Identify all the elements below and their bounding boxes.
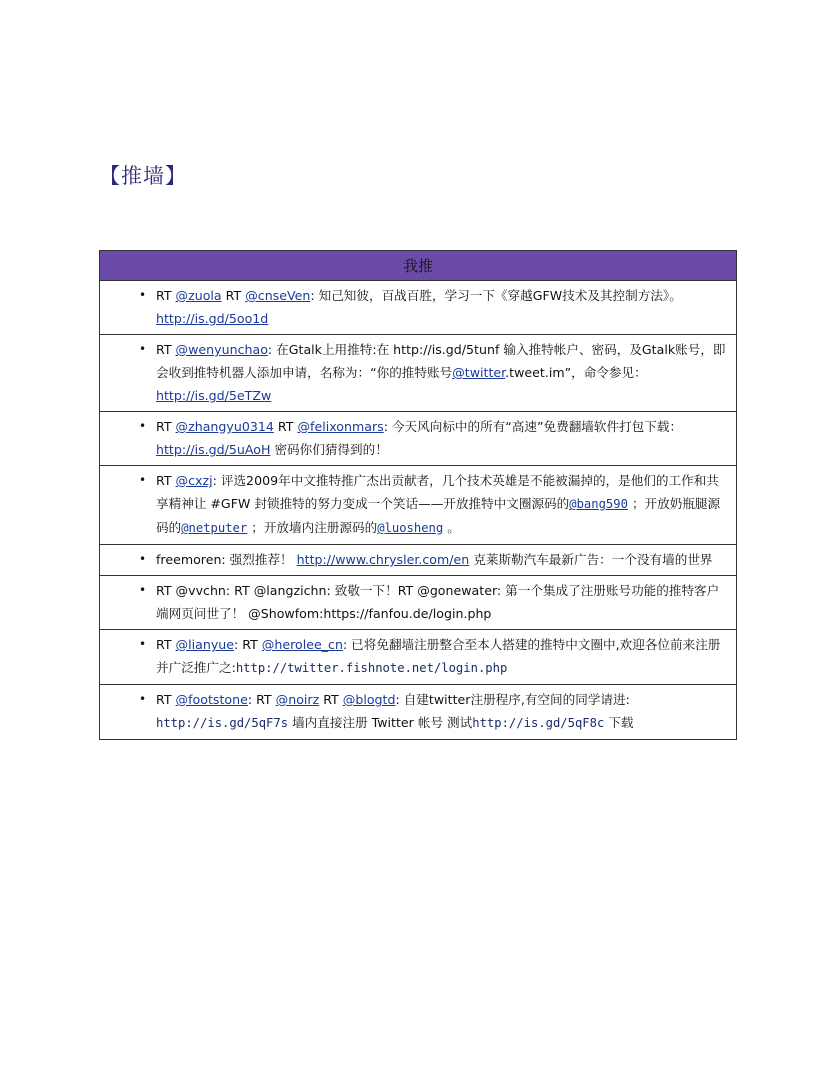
tweet-text bbox=[140, 633, 728, 680]
tweet-cell bbox=[100, 576, 737, 630]
tweet-list bbox=[100, 281, 737, 740]
table-row bbox=[100, 412, 737, 466]
tweet-text-segment: : 自建twitter注册程序,有空间的同学请进: bbox=[395, 692, 630, 707]
tweet-text bbox=[140, 548, 728, 571]
url-link[interactable]: http://is.gd/5oo1d bbox=[156, 311, 269, 326]
user-mention-link[interactable]: @blogtd bbox=[342, 692, 396, 707]
tweet-text-segment: ；开放墙内注册源码的 bbox=[247, 520, 378, 535]
bullet-icon: • bbox=[139, 473, 147, 487]
user-mention-link[interactable]: @cxzj bbox=[175, 473, 213, 488]
tweet-text-segment: : RT bbox=[234, 637, 262, 652]
tweet-text-segment: RT bbox=[156, 288, 176, 303]
tweet-text-segment: RT bbox=[156, 473, 176, 488]
user-mention-link[interactable]: @felixonmars bbox=[297, 419, 384, 434]
tweet-text-segment: http://is.gd/5qF8c bbox=[472, 716, 605, 730]
tweet-text-segment: ；开放奶瓶腿源码的 bbox=[156, 496, 721, 535]
tweet-text bbox=[140, 579, 728, 625]
tweet-table bbox=[99, 250, 737, 740]
user-mention-link[interactable]: @lianyue bbox=[175, 637, 235, 652]
tweet-text-segment: RT bbox=[156, 637, 176, 652]
user-mention-link[interactable]: @noirz bbox=[275, 692, 320, 707]
tweet-text-segment: : 今天风向标中的所有“高速”免费翻墙软件打包下载： bbox=[383, 419, 683, 434]
table-row bbox=[100, 335, 737, 412]
bullet-icon: • bbox=[139, 692, 147, 706]
tweet-text-segment: http://is.gd/5qF7s bbox=[156, 716, 289, 730]
bullet-icon: • bbox=[139, 552, 147, 566]
tweet-cell bbox=[100, 545, 737, 576]
tweet-text-segment: RT bbox=[156, 342, 176, 357]
tweet-cell bbox=[100, 466, 737, 545]
tweet-text-segment: : 在Gtalk上用推特:在 http://is.gd/5tunf 输入推特帐户、密码，及Gtalk账号，即会收到推特机器人添加申请，名称为：“你的推特账号 bbox=[156, 342, 726, 380]
user-mention-link[interactable]: @bang590 bbox=[569, 497, 628, 511]
table-row bbox=[100, 466, 737, 545]
tweet-cell bbox=[100, 412, 737, 466]
table-row bbox=[100, 685, 737, 740]
tweet-text-segment: .tweet.im”，命令参见： bbox=[505, 365, 647, 380]
user-mention-link[interactable]: @herolee_cn bbox=[261, 637, 343, 652]
tweet-text-segment: RT bbox=[221, 288, 246, 303]
user-mention-link[interactable]: @netputer bbox=[181, 521, 248, 535]
bullet-icon: • bbox=[139, 583, 147, 597]
tweet-text-segment: 克莱斯勒汽车最新广告：一个没有墙的世界 bbox=[469, 552, 713, 567]
bullet-icon: • bbox=[139, 637, 147, 651]
tweet-text-segment: 。 bbox=[443, 520, 460, 535]
tweet-text-segment: http://twitter.fishnote.net/login.php bbox=[235, 661, 508, 675]
tweet-text-segment: RT @vvchn: RT @langzichn: 致敬一下！RT @gonewater: 第一个集成了注册账号功能的推特客户端网页问世了！ @Showfom:https://fanfou.de/login.php bbox=[156, 583, 720, 621]
user-mention-link[interactable]: @zhangyu0314 bbox=[175, 419, 274, 434]
tweet-text bbox=[140, 688, 728, 735]
url-link[interactable]: http://is.gd/5uAoH bbox=[156, 442, 271, 457]
tweet-text-segment: : RT bbox=[247, 692, 276, 707]
tweet-text-segment: RT bbox=[156, 419, 176, 434]
table-row bbox=[100, 281, 737, 335]
user-mention-link[interactable]: @wenyunchao bbox=[175, 342, 268, 357]
table-row bbox=[100, 630, 737, 685]
tweet-text bbox=[140, 338, 728, 407]
user-mention-link[interactable]: @luosheng bbox=[377, 521, 444, 535]
tweet-text-segment: RT bbox=[156, 692, 176, 707]
tweet-text-segment: 密码你们猜得到的！ bbox=[270, 442, 388, 457]
tweet-text-segment: 下载 bbox=[604, 715, 634, 730]
bullet-icon: • bbox=[139, 342, 147, 356]
tweet-text-segment: : 知己知彼，百战百胜，学习一下《穿越GFW技术及其控制方法》。 bbox=[310, 288, 682, 303]
tweet-text bbox=[140, 469, 728, 540]
tweet-text bbox=[140, 284, 728, 330]
tweet-cell bbox=[100, 630, 737, 685]
tweet-text-segment: freemoren: 强烈推荐！ bbox=[156, 552, 297, 567]
user-mention-link[interactable]: @twitter bbox=[452, 365, 506, 380]
tweet-text-segment: : 评选2009年中文推特推广杰出贡献者，几个技术英雄是不能被漏掉的，是他们的工作和共享精神让 #GFW 封锁推特的努力变成一个笑话——开放推特中文圈源码的 bbox=[156, 473, 719, 511]
tweet-text-segment: RT bbox=[273, 419, 298, 434]
tweet-cell bbox=[100, 335, 737, 412]
user-mention-link[interactable]: @zuola bbox=[175, 288, 222, 303]
table-row bbox=[100, 576, 737, 630]
bullet-icon: • bbox=[139, 288, 147, 302]
table-header: 我推 bbox=[100, 251, 737, 281]
tweet-text-segment: RT bbox=[319, 692, 343, 707]
url-link[interactable]: http://is.gd/5eTZw bbox=[156, 388, 272, 403]
tweet-cell bbox=[100, 685, 737, 740]
tweet-text-segment: 墙内直接注册 Twitter 帐号 测试 bbox=[288, 715, 473, 730]
user-mention-link[interactable]: @cnseVen bbox=[245, 288, 311, 303]
section-heading: 【推墙】 bbox=[99, 164, 187, 188]
user-mention-link[interactable]: @footstone bbox=[175, 692, 248, 707]
tweet-text bbox=[140, 415, 728, 461]
tweet-text-segment: : 已将免翻墙注册整合至本人搭建的推特中文圈中,欢迎各位前来注册并广泛推广之: bbox=[156, 637, 721, 675]
tweet-cell bbox=[100, 281, 737, 335]
url-link[interactable]: http://www.chrysler.com/en bbox=[296, 552, 470, 567]
table-row bbox=[100, 545, 737, 576]
bullet-icon: • bbox=[139, 419, 147, 433]
